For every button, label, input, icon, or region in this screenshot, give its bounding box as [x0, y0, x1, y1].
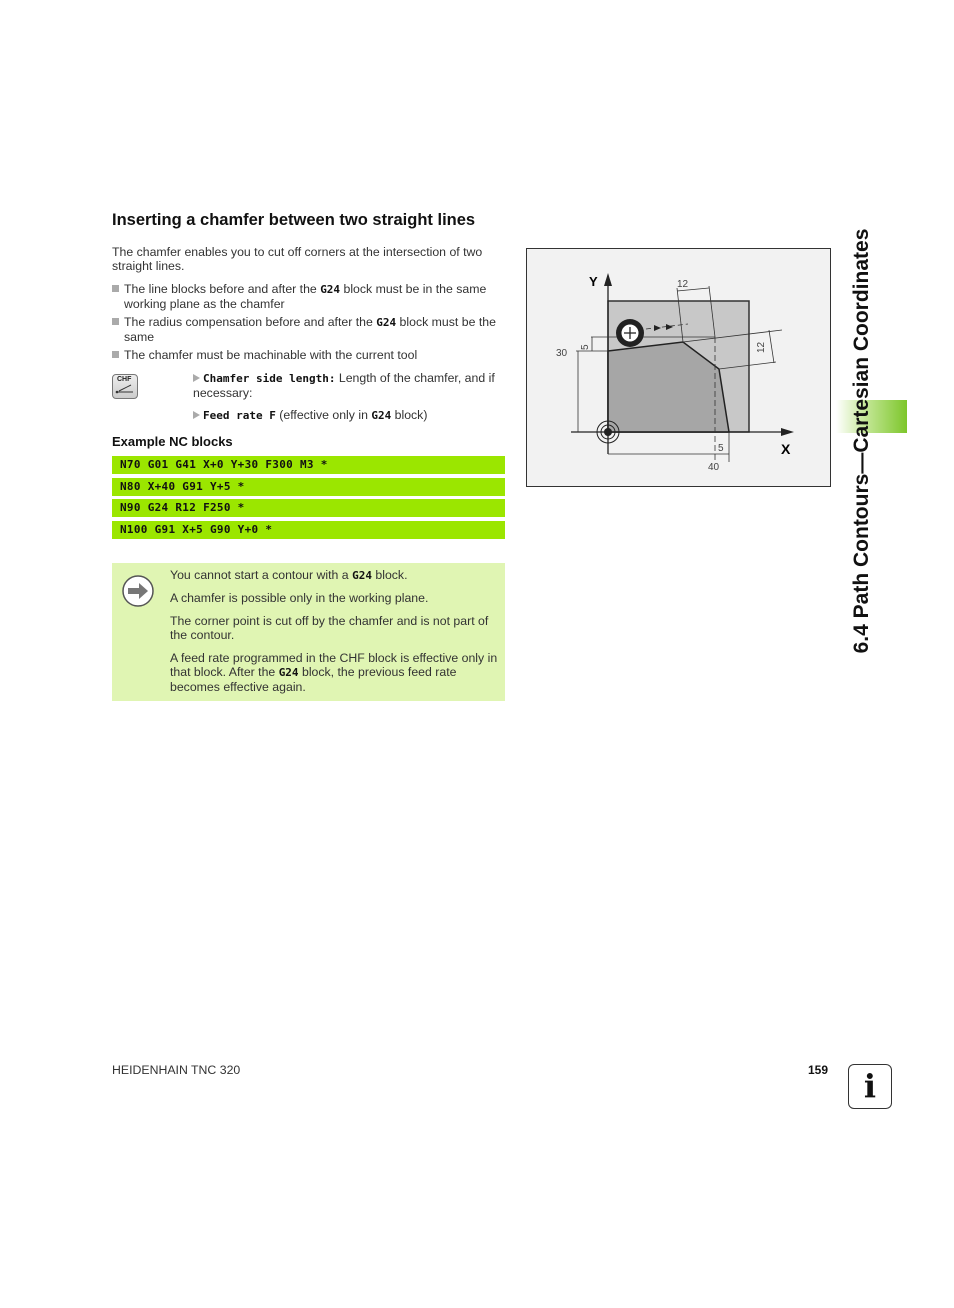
note-text: The corner point is cut off by the chamfer and is not part of the contour.	[170, 614, 489, 642]
param-feed-rate	[193, 408, 505, 423]
dim-label: 40	[708, 462, 720, 473]
code-ref: G24	[320, 283, 341, 296]
bullet-square-icon	[112, 351, 119, 358]
x-axis-label: X	[781, 441, 791, 457]
param-desc: block)	[391, 408, 428, 422]
note-fragment: A feed rate programmed in the CHF block is effective only in that block. After the	[170, 651, 498, 679]
softkey-label: CHF	[117, 376, 132, 383]
param-name: Feed rate F	[203, 409, 276, 422]
arrow-right-icon	[121, 574, 155, 608]
triangle-bullet-icon	[193, 374, 200, 382]
bullet-item	[112, 282, 507, 311]
dim-label: 5	[580, 344, 591, 350]
note-fragment: block, the previous feed rate becomes effective again.	[170, 665, 457, 694]
bullet-item	[112, 315, 507, 344]
note-fragment: block.	[371, 568, 408, 582]
param-chamfer-length	[193, 371, 505, 400]
code-ref: G24	[352, 569, 372, 582]
bullet-text: block must be in the same working plane as the chamfer	[124, 282, 487, 311]
bullet-item	[112, 348, 507, 362]
code-ref: G24	[278, 666, 299, 679]
bullet-text: The radius compensation before and after the	[124, 315, 377, 329]
intro-text: The chamfer enables you to cut off corners at the intersection of two straight lines.	[112, 245, 483, 273]
footer-product: HEIDENHAIN TNC 320	[112, 1063, 241, 1077]
nc-block: N70 G01 G41 X+0 Y+30 F300 M3 *	[112, 456, 505, 474]
nc-block: N80 X+40 G91 Y+5 *	[112, 478, 505, 496]
bullet-text: block must be the same	[124, 315, 496, 344]
note-text	[170, 568, 500, 583]
dim-label: 12	[756, 341, 767, 353]
chapter-side-title: 6.4 Path Contours—Cartesian Coordinates	[850, 228, 873, 654]
page-number: 159	[808, 1063, 829, 1077]
bullet-text: The line blocks before and after the	[124, 282, 321, 296]
chf-softkey-icon	[112, 374, 138, 399]
bullet-text: The chamfer must be machinable with the current tool	[124, 348, 418, 362]
nc-block: N90 G24 R12 F250 *	[112, 499, 505, 517]
dim-label: 30	[556, 348, 568, 359]
section-heading: Inserting a chamfer between two straight lines	[112, 211, 476, 229]
note-box	[112, 563, 505, 701]
chamfer-diagram	[526, 248, 831, 487]
note-text: A chamfer is possible only in the working plane.	[170, 591, 429, 605]
milling-tool-icon	[616, 319, 644, 347]
bullet-square-icon	[112, 285, 119, 292]
note-text	[170, 651, 500, 694]
code-ref: G24	[376, 316, 397, 329]
param-name: Chamfer side length:	[203, 372, 336, 385]
triangle-bullet-icon	[193, 411, 200, 419]
param-desc: (effective only in	[275, 408, 372, 422]
dim-label: 12	[677, 279, 689, 290]
code-ref: G24	[371, 409, 392, 422]
dim-label: 5	[718, 443, 724, 454]
y-axis-label: Y	[589, 274, 598, 289]
info-icon: i	[848, 1064, 892, 1109]
example-title: Example NC blocks	[112, 434, 233, 449]
note-fragment: You cannot start a contour with a	[170, 568, 353, 582]
param-desc: Length of the chamfer, and if necessary:	[193, 371, 495, 400]
nc-block: N100 G91 X+5 G90 Y+0 *	[112, 521, 505, 539]
bullet-square-icon	[112, 318, 119, 325]
